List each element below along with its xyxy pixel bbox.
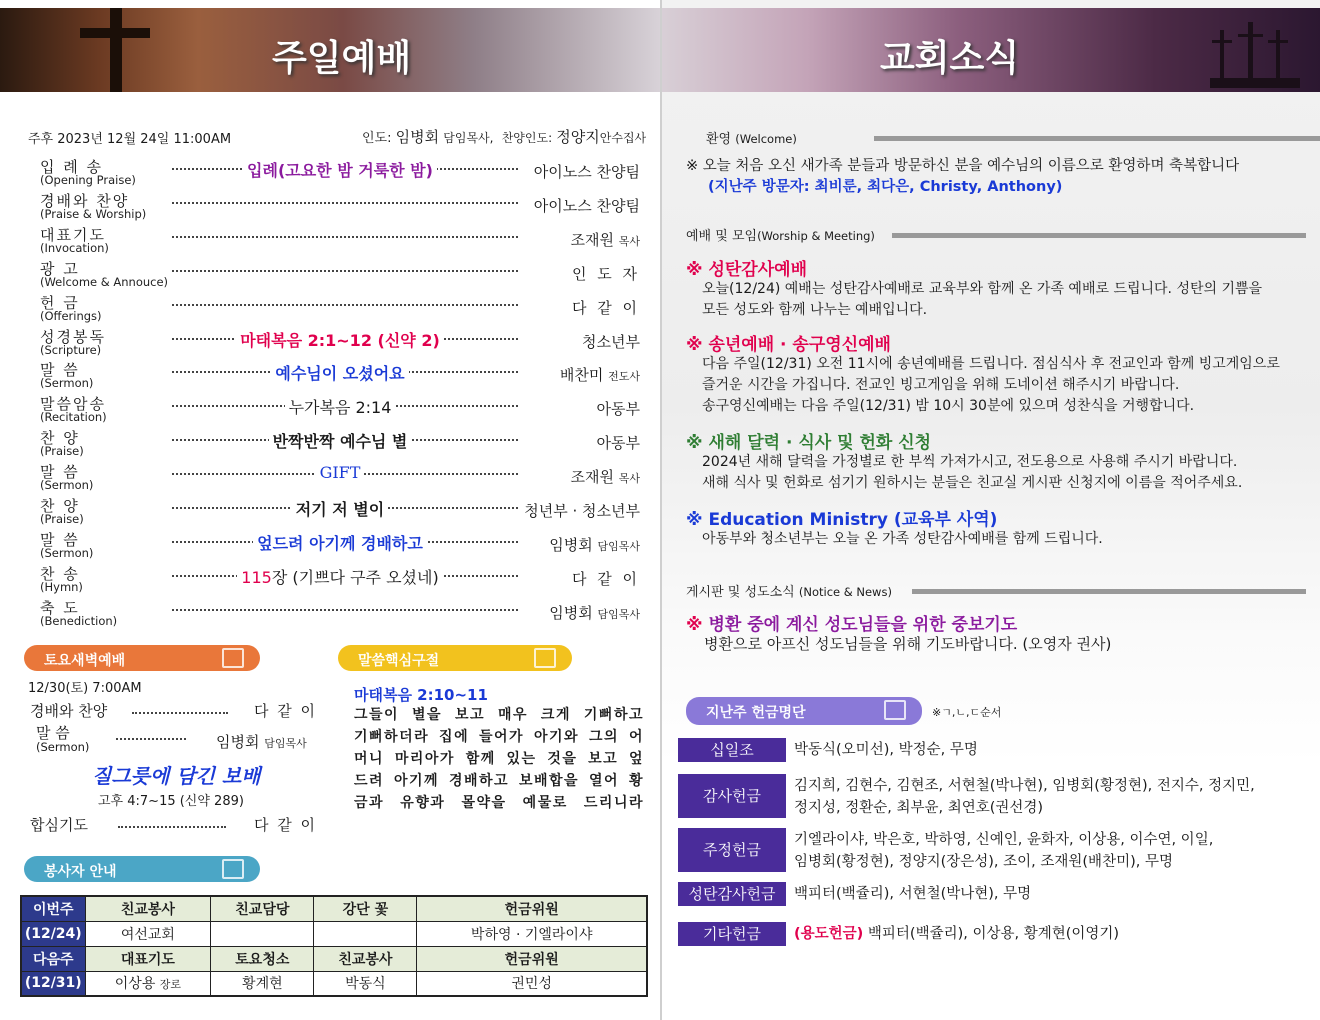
order-name: 성경봉독: [40, 327, 106, 346]
notice-heading: ※ 병환 중에 계신 성도님들을 위한 중보기도: [686, 615, 1018, 635]
order-name-en: (Opening Praise): [40, 173, 136, 187]
order-leader: 인 도 자: [571, 264, 640, 283]
offering-label: 십일조: [678, 738, 786, 762]
verse-line: 머니 마리아가 함께 있는 것을 보고 엎: [354, 751, 644, 767]
notice-text: 병환으로 아프신 성도님들을 위해 기도바랍니다. (오영자 권사): [704, 635, 1112, 653]
order-leader: 아이노스 찬양팀: [533, 196, 640, 215]
offering-label: 성탄감사헌금: [678, 882, 786, 906]
news-item-heading: ※ Education Ministry (교육부 사역): [686, 510, 998, 530]
news-item-heading: ※ 송년예배 · 송구영신예배: [686, 335, 891, 355]
order-leader: 아이노스 찬양팀: [533, 163, 640, 181]
order-name-en: (Sermon): [40, 545, 94, 560]
news-item-body: 다음 주일(12/31) 오전 11시에 송년예배를 드립니다. 점심식사 후 전교인과 함께 빙고게임으로 즐거운 시간을 가집니다. 전교인 빙고게임을 위해 도네이션 해주시기 바랍니다. 송구영신예배는 다음 주일(12/31) 밤 10시 30분에 있으며 성찬식을 거행합니다.: [702, 356, 1280, 414]
order-leader: 다 같 이: [571, 569, 640, 588]
order-name: 찬 양: [40, 497, 80, 515]
order-name: 말 씀: [40, 361, 80, 380]
order-name: 광 고: [40, 259, 80, 278]
news-item-body: 아동부와 청소년부는 오늘 온 가족 성탄감사예배를 함께 드립니다.: [702, 531, 1103, 547]
verse-line: 금과 유향과 몰약을 예물로 드리니라: [354, 795, 644, 811]
order-leader: 청소년부: [582, 332, 640, 351]
welcome-text: ※ 오늘 처음 오신 새가족 분들과 방문하신 분을 예수님의 이름으로 환영하며 축복합니다: [686, 158, 1240, 174]
order-name: 입 례 송: [40, 158, 104, 176]
order-name-en: (Sermon): [40, 478, 94, 493]
news-item-heading: ※ 성탄감사예배: [686, 260, 807, 280]
order-name-en: (Praise): [40, 512, 84, 526]
order-content: 반짝반짝 예수님 별: [269, 429, 412, 452]
order-name: 말 씀: [40, 463, 80, 482]
order-name: 말씀암송: [40, 395, 106, 414]
order-content: 115장 (기쁘다 구주 오셨네): [237, 565, 442, 588]
dawn-sermon-title: 질그릇에 담긴 보배: [92, 764, 261, 788]
dawn-pill: 토요새벽예배: [24, 645, 260, 671]
offering-names: 김지희, 김현수, 김현조, 서현철(박나현), 임병회(황정현), 전지수, 정지민, 정지성, 정환순, 최부윤, 최연호(권선경): [794, 778, 1255, 816]
dawn-sermon-label: 말 씀: [36, 724, 70, 742]
welcome-section-header: 환영 (Welcome): [706, 128, 1306, 147]
order-leader: 배찬미 전도사: [559, 366, 640, 385]
dawn-prayer-label: 합심기도: [30, 816, 88, 834]
order-row: [40, 326, 640, 360]
news-page: [662, 0, 1320, 1020]
verse-line: 그들이 별을 보고 매우 크게 기뻐하고: [354, 707, 644, 723]
order-name: 경배와 찬양: [40, 191, 130, 210]
offering-names: 기엘라이샤, 박은호, 박하영, 신예인, 윤화자, 이상용, 이수연, 이일, 임병회(황정현), 정양지(장은성), 조이, 조재원(배찬미), 무명: [794, 832, 1214, 870]
verse-line: 기뻐하더라 집에 들어가 아기와 그의 어: [354, 729, 644, 745]
offering-names: 박동식(오미선), 박정순, 무명: [794, 742, 978, 758]
order-leader: 임병회 담임목사: [549, 603, 640, 622]
dawn-sermon-en: (Sermon): [36, 740, 90, 754]
order-row: [40, 529, 640, 563]
offering-label: 주정헌금: [678, 828, 786, 872]
order-name: 찬 양: [40, 429, 80, 448]
order-row: [40, 224, 640, 258]
order-row: [40, 258, 640, 292]
order-row: [40, 495, 640, 529]
order-leader: 다 같 이: [571, 298, 640, 317]
dawn-praise-who: 다 같 이: [254, 702, 318, 720]
order-name: 대표기도: [40, 225, 106, 244]
news-item-heading: ※ 새해 달력 · 식사 및 헌화 신청: [686, 433, 932, 453]
offering-names: 백피터(백쥴리), 서현철(박나현), 무명: [794, 886, 1032, 902]
worship-title: 주일예배: [272, 37, 412, 79]
order-content: GIFT: [316, 463, 365, 482]
three-crosses-icon: [1210, 18, 1300, 88]
order-name-en: (Recitation): [40, 410, 107, 425]
verse-ref: 마태복음 2:10~11: [354, 686, 488, 704]
order-name-en: (Praise & Worship): [40, 206, 147, 221]
order-content: 마태복음 2:1~12 (신약 2): [236, 328, 444, 351]
dawn-time: 12/30(토) 7:00AM: [28, 681, 142, 696]
offering-label: 기타헌금: [678, 922, 786, 946]
dawn-prayer-who: 다 같 이: [254, 816, 318, 834]
order-name: 말 씀: [40, 530, 80, 549]
verse-text: [354, 704, 644, 814]
cross-icon: [80, 8, 150, 92]
offering-pill: 지난주 헌금명단: [686, 697, 922, 725]
visitors: (지난주 방문자: 최비룬, 최다은, Christy, Anthony): [708, 179, 1063, 195]
book-icon: [222, 859, 244, 879]
volunteer-pill: 봉사자 안내: [24, 856, 260, 882]
order-row: [40, 190, 640, 224]
order-content: 엎드려 아기께 경배하고: [253, 531, 427, 554]
book-icon: [884, 700, 906, 720]
worship-banner: [0, 8, 660, 92]
offering-names: (용도헌금) 백피터(백쥴리), 이상용, 황계현(이영기): [794, 926, 1120, 942]
order-content: 입례(고요한 밤 거룩한 밤): [243, 158, 437, 181]
dawn-sermon-who: 임병회 담임목사: [216, 733, 307, 751]
order-name-en: (Sermon): [40, 376, 94, 391]
order-name-en: (Invocation): [40, 240, 109, 255]
order-row: [40, 563, 640, 597]
order-row: [40, 156, 640, 190]
order-content: 예수님이 오셨어요: [271, 361, 408, 384]
verse-pill: 말씀핵심구절: [338, 645, 572, 671]
order-leader: 조재원 목사: [570, 468, 640, 487]
order-row: [40, 393, 640, 427]
dawn-praise-label: 경배와 찬양: [30, 702, 108, 720]
news-title: 교회소식: [880, 37, 1020, 79]
order-name-en: (Scripture): [40, 342, 102, 357]
order-content: 누가복음 2:14: [285, 395, 396, 418]
news-item-body: 오늘(12/24) 예배는 성탄감사예배로 교육부와 함께 온 가족 예배로 드립니다. 성탄의 기쁨을 모든 성도와 함께 나누는 예배입니다.: [702, 281, 1263, 318]
order-name-en: (Praise): [40, 444, 84, 459]
volunteer-table: 이번주 친교봉사 친교담당 강단 꽃 헌금위원 (12/24) 여선교회 박하영 · 기엘라이샤 다음주 대표기도 토요청소 친교봉사 헌금위원 (12/31) 이상용 장로 황계현 박동식 권민성: [20, 895, 648, 997]
order-row: [40, 597, 640, 631]
news-banner: [662, 8, 1320, 92]
date-line: 주후 2023년 12월 24일 11:00AM: [28, 132, 232, 147]
order-row: [40, 359, 640, 393]
order-name: 찬 송: [40, 564, 80, 583]
order-name-en: (Offerings): [40, 308, 102, 323]
order-row: [40, 292, 640, 326]
notice-section-header: 게시판 및 성도소식 (Notice & News): [686, 581, 1306, 600]
order-row: [40, 461, 640, 495]
book-icon: [222, 648, 244, 668]
order-name-en: (Benediction): [40, 613, 118, 628]
order-leader: 아동부: [596, 434, 640, 453]
order-name: 헌 금: [40, 293, 80, 312]
order-name-en: (Welcome & Annouce): [40, 274, 169, 289]
book-icon: [534, 648, 556, 668]
order-name-en: (Hymn): [40, 579, 83, 594]
dawn-sermon-ref: 고후 4:7~15 (신약 289): [98, 794, 244, 809]
order-name: 축 도: [40, 598, 80, 617]
offering-label: 감사헌금: [678, 774, 786, 818]
order-leader: 아동부: [596, 400, 640, 419]
order-content: 저기 저 별이: [292, 497, 388, 520]
order-leader: 청년부 · 청소년부: [524, 502, 640, 520]
verse-line: 드려 아기께 경배하고 보배합을 열어 황: [354, 773, 644, 789]
order-row: [40, 427, 640, 461]
news-item-body: 2024년 새해 달력을 가정별로 한 부씩 가져가시고, 전도용으로 사용해 주시기 바랍니다. 새해 식사 및 헌화로 섬기기 원하시는 분들은 친교실 게시판 신청지에 이름을 적어주세요.: [702, 454, 1243, 491]
worship-section-header: 예배 및 모임(Worship & Meeting): [686, 225, 1306, 244]
order-leader: 조재원 목사: [570, 230, 640, 249]
leader-info: 인도: 임병회 담임목사, 찬양인도: 정양지안수집사: [362, 128, 647, 146]
offering-note: ※ㄱ,ㄴ,ㄷ순서: [932, 706, 1002, 719]
order-leader: 임병회 담임목사: [549, 535, 640, 554]
